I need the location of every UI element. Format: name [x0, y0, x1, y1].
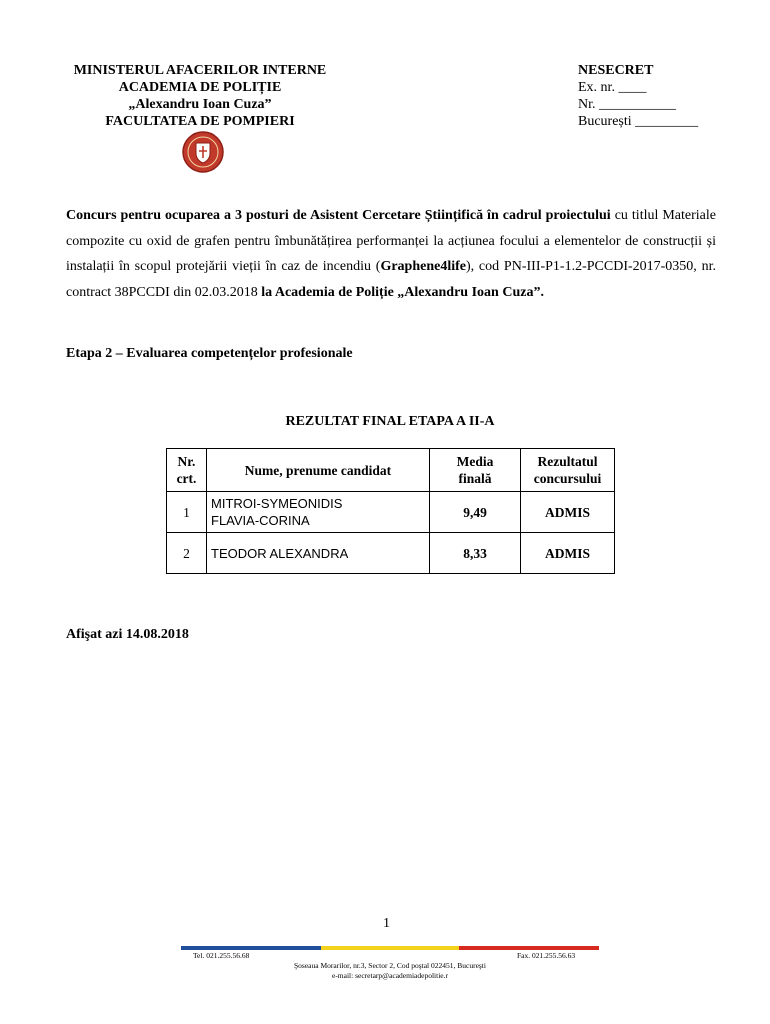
result-status: ADMIS: [521, 533, 615, 574]
announcement-paragraph: [66, 203, 716, 305]
nr-field: Nr. ___________: [578, 97, 676, 112]
ex-nr-field: Ex. nr. ____: [578, 80, 647, 95]
document-registry-block: [578, 62, 758, 130]
final-average: 8,33: [430, 533, 521, 574]
institution-header: [40, 62, 360, 130]
footer-bar-yellow: [321, 946, 459, 950]
footer-bar-blue: [181, 946, 321, 950]
row-nr: 2: [167, 533, 207, 574]
footer-phone: Tel. 021.255.56.68: [193, 951, 250, 960]
ministry-name: MINISTERUL AFACERILOR INTERNE: [73, 63, 327, 78]
result-status: ADMIS: [521, 492, 615, 533]
intro-text-2: ), cod PN-III-P1-1.2-PCCDI-2017-0350, nr. contract 38PCCDI din 02.03.2018: [66, 259, 716, 300]
footer-fax: Fax. 021.255.56.63: [517, 951, 576, 960]
stage-heading: Etapa 2 – Evaluarea competențelor profesionale: [66, 346, 353, 361]
location-date-field: București _________: [578, 114, 699, 129]
candidate-name: TEODOR ALEXANDRA: [207, 533, 430, 574]
footer-email: e-mail: secretarp@academiadepolitie.r: [331, 971, 448, 980]
faculty-name: FACULTATEA DE POMPIERI: [105, 114, 295, 129]
results-title: REZULTAT FINAL ETAPA A II-A: [285, 414, 495, 429]
table-header-row: [167, 449, 615, 492]
footer-address: Şoseaua Morarilor, nr.3, Sector 2, Cod poştal 022451, Bucureşti: [294, 961, 486, 970]
classification-label: NESECRET: [578, 63, 654, 78]
footer-bar-red: [459, 946, 599, 950]
col-media-header: Media finală: [430, 449, 521, 492]
intro-bold-start: Concurs pentru ocuparea a 3 posturi de Asistent Cercetare Științifică în cadrul proiectului: [66, 208, 611, 223]
intro-bold-end: la Academia de Poliție „Alexandru Ioan Cuza”.: [261, 284, 544, 300]
col-name-header: Nume, prenume candidat: [207, 449, 430, 492]
row-nr: 1: [167, 492, 207, 533]
results-table: [166, 448, 615, 574]
project-acronym: Graphene4life: [380, 259, 466, 274]
academy-name: „Alexandru Ioan Cuza”: [128, 97, 272, 112]
intro-text-1: cu titlul Materiale compozite cu oxid de grafen pentru îmbunătățirea performanței la acțiunea focului a elementelor de construcții și instalații în scopul protejării vieții în caz de incendiu (: [66, 208, 716, 274]
col-nr-header: Nr. crt.: [167, 449, 207, 492]
posted-date: Afişat azi 14.08.2018: [66, 627, 189, 642]
academy-crest-icon: [181, 130, 225, 174]
table-row: [167, 533, 615, 574]
table-row: [167, 492, 615, 533]
final-average: 9,49: [430, 492, 521, 533]
page-number: 1: [383, 916, 390, 931]
academy-title: ACADEMIA DE POLIȚIE: [118, 80, 282, 95]
col-result-header: Rezultatul concursului: [521, 449, 615, 492]
candidate-name: MITROI-SYMEONIDIS FLAVIA-CORINA: [207, 492, 430, 533]
